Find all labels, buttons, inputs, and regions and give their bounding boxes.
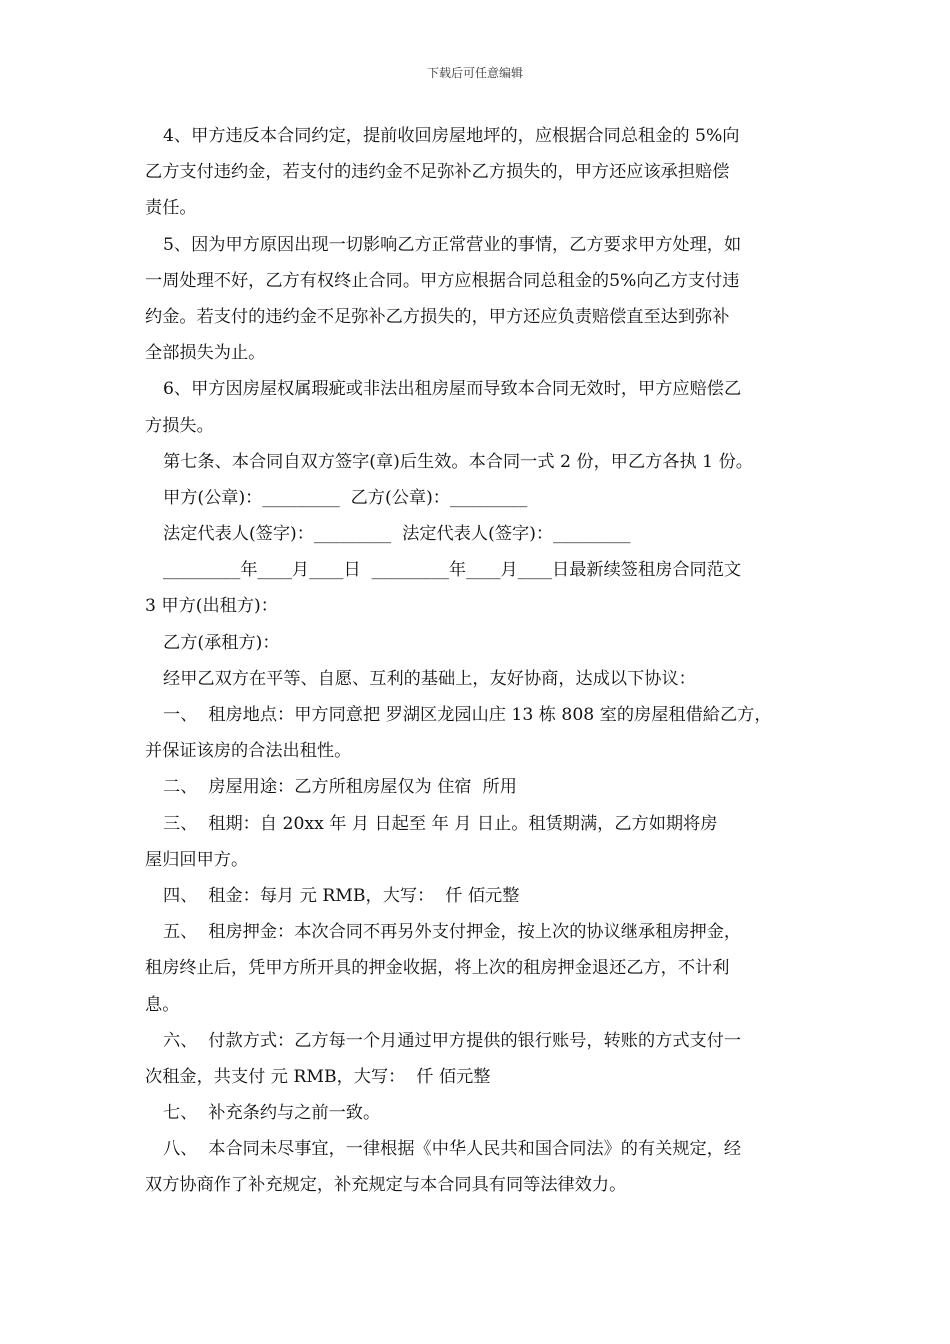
clause-line: 屋归回甲方。 [145,849,249,870]
page-header-note: 下载后可任意编辑 [426,66,523,80]
signature-line-date: _________年____月____日 _________年____月____日最新续签租房合同范文 [163,560,742,581]
clause-line: 次租金，共支付 元 RMB，大写： 仟 佰元整 [145,1066,491,1087]
signature-line-representative: 法定代表人(签字)：_________ 法定代表人(签字)：_________ [163,524,631,545]
clause-line: 二、 房屋用途：乙方所租房屋仅为 住宿 所用 [163,777,517,798]
clause-line: 七、 补充条约与之前一致。 [163,1103,381,1124]
clause-line: 八、 本合同未尽事宜，一律根据《中华人民共和国合同法》的有关规定，经 [163,1139,742,1160]
clause-line: 六、 付款方式：乙方每一个月通过甲方提供的银行账号，转账的方式支付一 [163,1030,742,1051]
text-line: 责任。 [145,198,197,219]
text-line: 一周处理不好，乙方有权终止合同。甲方应根据合同总租金的5%向乙方支付违 [145,270,740,291]
text-line: 4、甲方违反本合同约定，提前收回房屋地坪的，应根据合同总租金的 5%向 [163,126,740,146]
clause-line: 一、 租房地点：甲方同意把 罗湖区龙园山庄 13 栋 808 室的房屋租借給乙方， [163,705,772,725]
clause-line: 四、 租金：每月 元 RMB，大写： 仟 佰元整 [163,885,520,906]
clause-line: 五、 租房押金：本次合同不再另外支付押金，按上次的协议继承租房押金， [163,922,742,943]
signature-line-seal: 甲方(公章)：_________ 乙方(公章)：_________ [163,487,528,508]
clause-line: 双方协商作了补充规定，补充规定与本合同具有同等法律效力。 [145,1175,627,1196]
text-line: 5、因为甲方原因出现一切影响乙方正常营业的事情，乙方要求甲方处理，如 [163,234,742,255]
text-line: 经甲乙双方在平等、自愿、互利的基础上，友好协商，达成以下协议： [163,668,696,689]
text-line: 乙方支付违约金，若支付的违约金不足弥补乙方损失的，甲方还应该承担赔偿 [145,162,730,183]
text-line: 乙方(承租方)： [163,632,280,653]
text-line: 6、甲方因房屋权属瑕疵或非法出租房屋而导致本合同无效时，甲方应赔偿乙 [163,379,742,400]
text-line: 全部损失为止。 [145,343,266,364]
clause-line: 三、 租期：自 20xx 年 月 日起至 年 月 日止。租赁期满，乙方如期将房 [163,813,718,834]
clause-line: 租房终止后，凭甲方所开具的押金收据，将上次的租房押金退还乙方，不计利 [145,958,730,979]
text-line: 3 甲方(出租方)： [145,596,278,617]
clause-line: 并保证该房的合法出租性。 [145,741,352,762]
clause-line: 息。 [145,994,180,1015]
text-line: 约金。若支付的违约金不足弥补乙方损失的，甲方还应负责赔偿直至达到弥补 [145,306,730,327]
text-line: 方损失。 [145,415,214,436]
text-line: 第七条、本合同自双方签字(章)后生效。本合同一式 2 份，甲乙方各执 1 份。 [163,451,753,472]
document-body [145,118,810,1204]
